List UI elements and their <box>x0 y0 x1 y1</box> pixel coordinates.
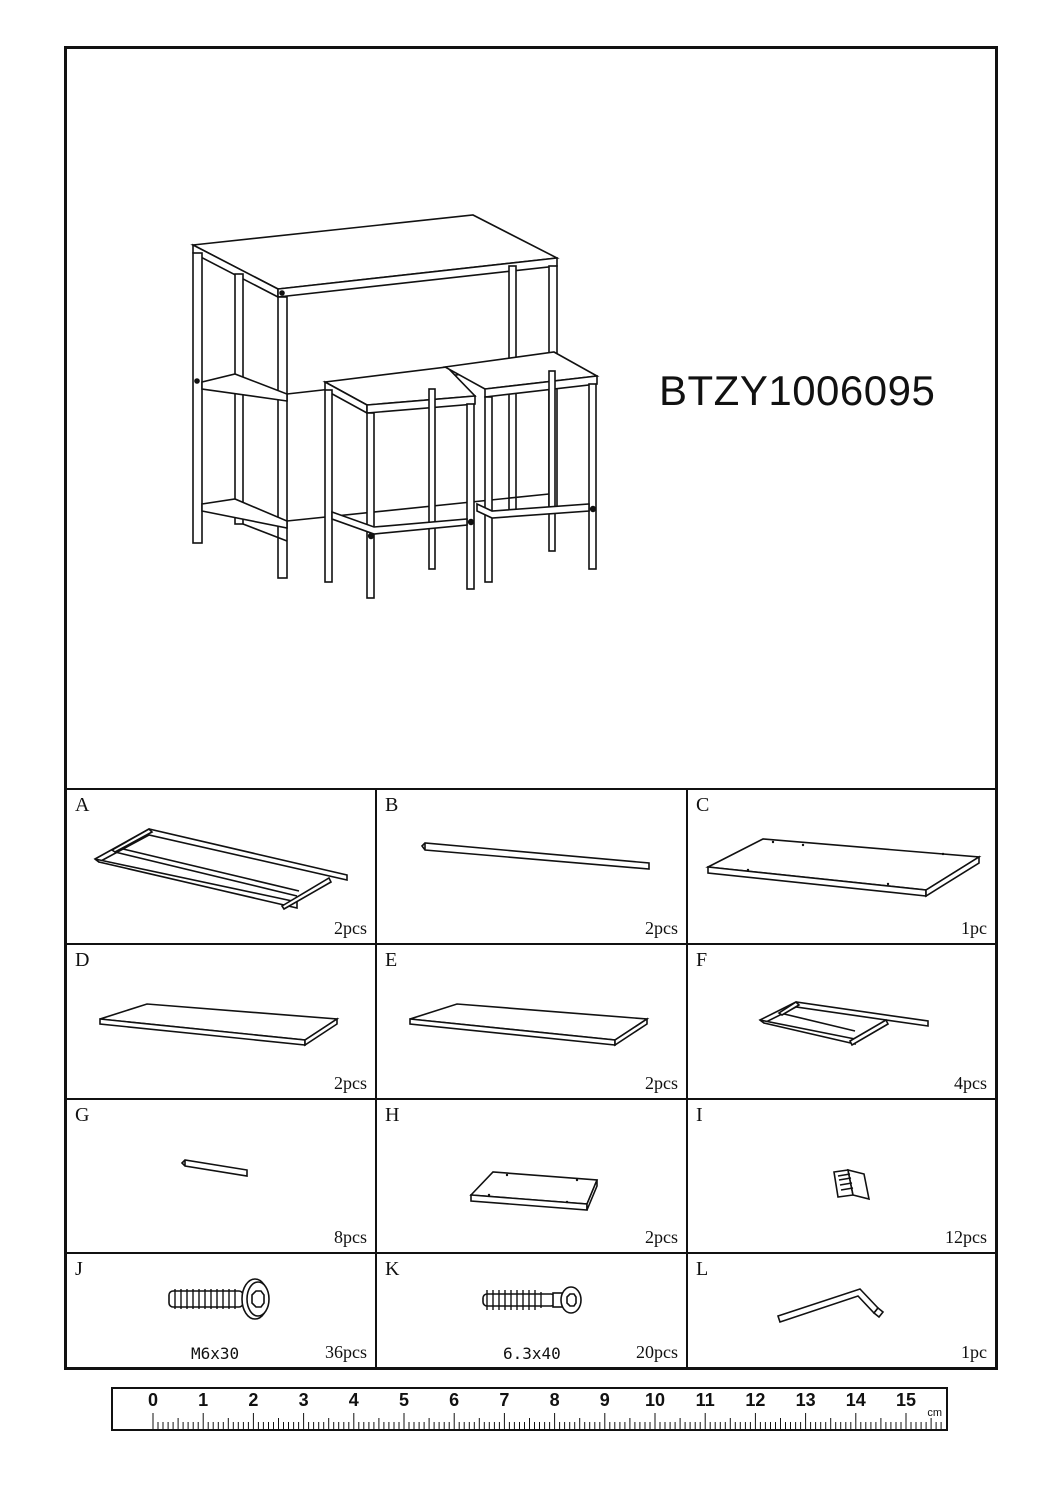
part-quantity: 1pc <box>961 1342 987 1362</box>
part-quantity: 4pcs <box>954 1073 987 1093</box>
ruler-number: 6 <box>449 1390 460 1410</box>
part-letter: C <box>696 794 710 816</box>
shelf-panel-icon <box>67 945 377 1100</box>
part-quantity: 12pcs <box>945 1227 987 1247</box>
part-size: M6x30 <box>191 1344 240 1363</box>
part-quantity: 8pcs <box>334 1227 367 1247</box>
part-cell-a <box>67 790 377 945</box>
part-cell-k <box>377 1254 688 1367</box>
ruler-number: 15 <box>895 1390 917 1410</box>
measurement-ruler <box>111 1387 948 1431</box>
part-letter: A <box>75 794 90 816</box>
ruler-number: 12 <box>745 1390 766 1410</box>
ruler-number: 8 <box>549 1390 560 1410</box>
part-letter: K <box>385 1258 400 1280</box>
shelf-panel-icon <box>377 945 688 1100</box>
part-letter: J <box>75 1258 83 1280</box>
allen-key-icon <box>688 1226 995 1339</box>
ruler-number: 1 <box>198 1390 209 1410</box>
part-quantity: 2pcs <box>645 918 678 938</box>
part-quantity: 1pc <box>961 918 987 938</box>
ruler-number: 3 <box>298 1390 309 1410</box>
parts-list-grid <box>67 790 995 1367</box>
ruler-number: 10 <box>644 1390 666 1410</box>
part-letter: G <box>75 1104 90 1126</box>
part-quantity: 36pcs <box>325 1342 367 1362</box>
bar-table-set-illustration <box>67 49 995 790</box>
ruler-number: 5 <box>398 1390 410 1410</box>
part-quantity: 20pcs <box>636 1342 678 1362</box>
bolt-icon <box>67 1226 377 1339</box>
ruler-number: 2 <box>248 1390 259 1410</box>
part-cell-e <box>377 945 688 1100</box>
part-size: 6.3x40 <box>503 1344 561 1363</box>
long-bar-icon <box>377 790 688 945</box>
part-cell-b <box>377 790 688 945</box>
part-letter: F <box>696 949 708 971</box>
part-cell-c <box>688 790 995 945</box>
tabletop-panel-icon <box>688 790 995 945</box>
wood-screw-icon <box>377 1226 688 1339</box>
part-letter: D <box>75 949 90 971</box>
part-letter: E <box>385 949 398 971</box>
part-quantity: 2pcs <box>334 918 367 938</box>
model-number: BTZY1006095 <box>659 367 936 414</box>
stool-frame-icon <box>688 945 995 1100</box>
part-letter: I <box>696 1104 703 1126</box>
part-letter: L <box>696 1258 709 1280</box>
part-quantity: 2pcs <box>645 1227 678 1247</box>
ruler-unit: cm <box>927 1407 942 1419</box>
part-letter: B <box>385 794 399 816</box>
part-letter: H <box>385 1104 400 1126</box>
part-quantity: 2pcs <box>334 1073 367 1093</box>
ruler-number: 13 <box>795 1390 816 1410</box>
ruler-number: 11 <box>695 1390 715 1410</box>
frame-ladder-icon <box>67 790 377 945</box>
ruler-number: 0 <box>147 1390 159 1410</box>
ruler-ticks <box>113 1389 946 1429</box>
ruler-number: 9 <box>599 1390 610 1410</box>
ruler-number: 14 <box>845 1390 866 1410</box>
part-cell-j <box>67 1254 377 1367</box>
part-cell-f <box>688 945 995 1100</box>
manual-page-frame <box>64 46 998 1370</box>
part-cell-l <box>688 1254 995 1367</box>
product-overview <box>67 49 995 790</box>
ruler-number: 4 <box>348 1390 359 1410</box>
part-quantity: 2pcs <box>645 1073 678 1093</box>
part-cell-d <box>67 945 377 1100</box>
ruler-number: 7 <box>499 1390 510 1410</box>
